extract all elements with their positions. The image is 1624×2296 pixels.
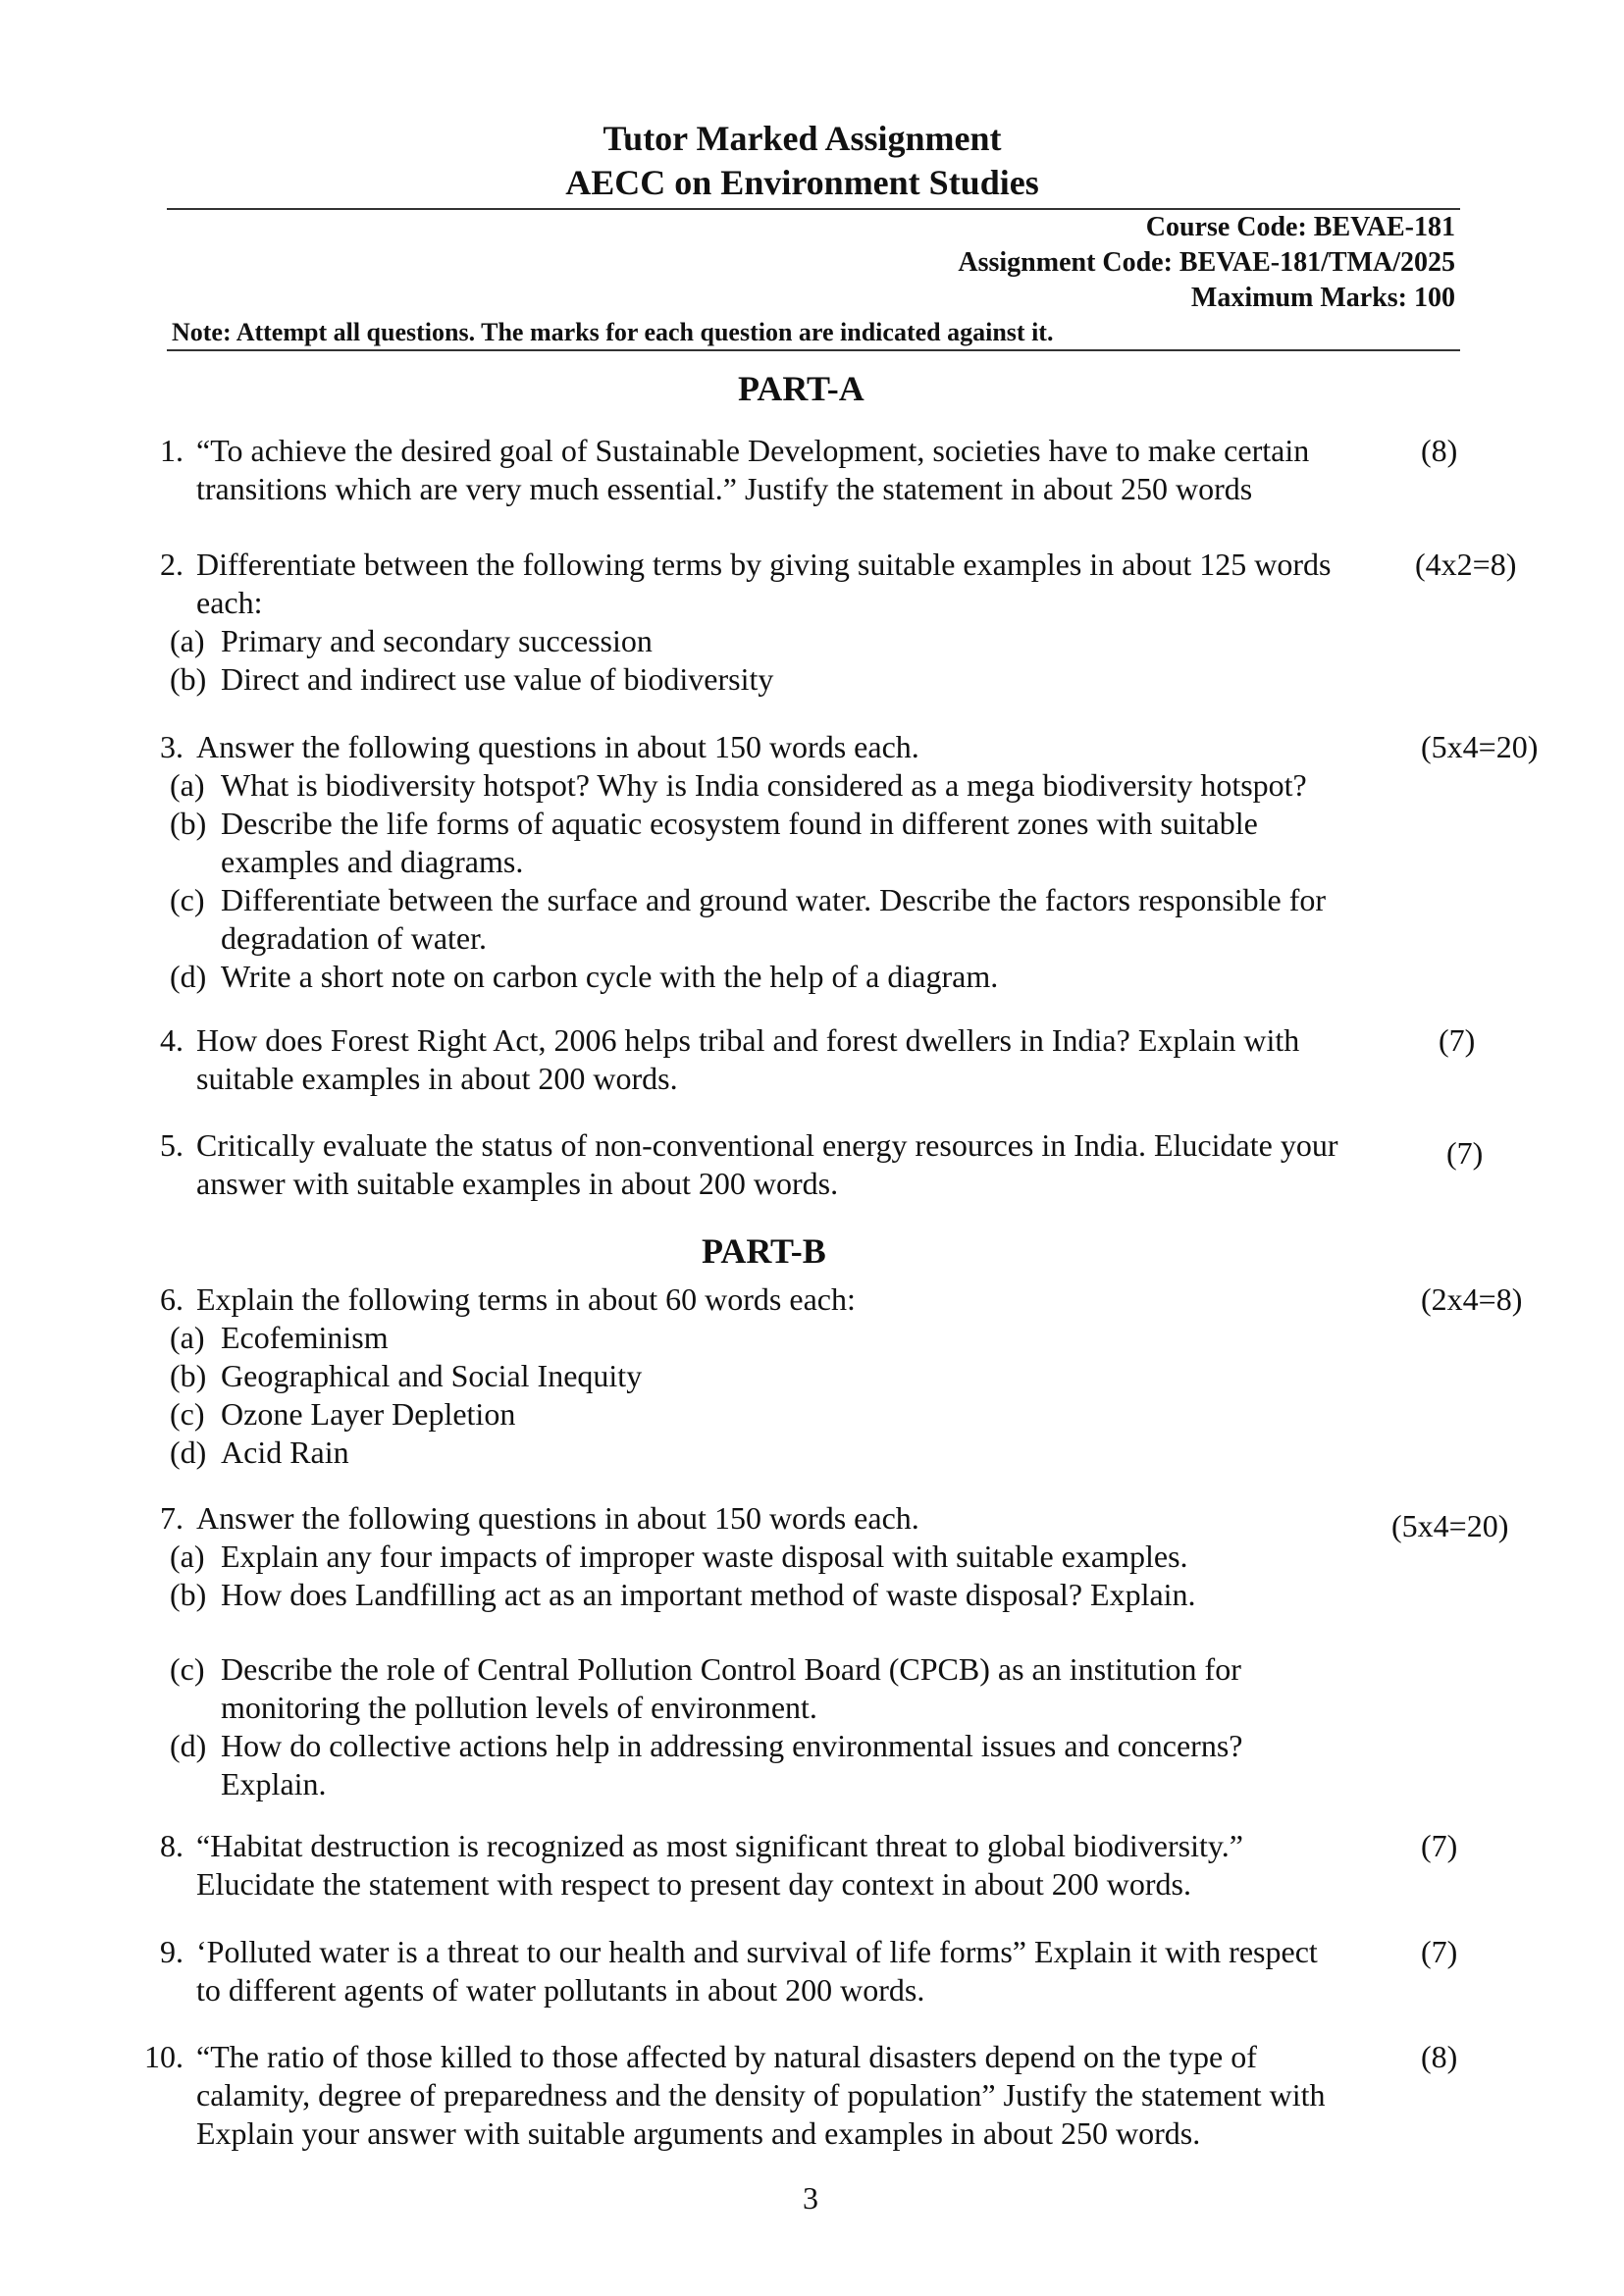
question-marks: (5x4=20) <box>1421 729 1539 764</box>
question-marks: (4x2=8) <box>1415 547 1517 582</box>
question-text-line: Differentiate between the following terms by giving suitable examples in about 125 words <box>196 547 1332 582</box>
question-number: 2. <box>160 547 183 582</box>
question-text-line: answer with suitable examples in about 200 words. <box>196 1166 839 1201</box>
question-marks: (2x4=8) <box>1421 1281 1523 1317</box>
question-number: 10. <box>144 2039 183 2074</box>
sub-question-text-line: Ecofeminism <box>221 1320 389 1355</box>
document-subtitle: AECC on Environment Studies <box>565 163 1039 202</box>
sub-question-text-line: degradation of water. <box>221 920 487 956</box>
question-number: 5. <box>160 1127 183 1163</box>
sub-question-text-line: Ozone Layer Depletion <box>221 1396 516 1432</box>
sub-question-label: (a) <box>170 623 205 658</box>
sub-question-text-line: Geographical and Social Inequity <box>221 1358 643 1393</box>
sub-question-label: (d) <box>170 959 207 994</box>
question-text-line: ‘Polluted water is a threat to our health and survival of life forms” Explain it with respect <box>196 1934 1318 1969</box>
question-number: 4. <box>160 1022 183 1058</box>
question-number: 9. <box>160 1934 183 1969</box>
sub-question-label: (b) <box>170 661 207 697</box>
sub-question-label: (a) <box>170 1320 205 1355</box>
question-text-line: to different agents of water pollutants in about 200 words. <box>196 1972 925 2008</box>
question-number: 6. <box>160 1281 183 1317</box>
question-number: 7. <box>160 1500 183 1536</box>
sub-question-text-line: What is biodiversity hotspot? Why is India considered as a mega biodiversity hotspot? <box>221 767 1307 803</box>
question-text-line: Answer the following questions in about 150 words each. <box>196 1500 919 1536</box>
sub-question-label: (c) <box>170 1651 205 1687</box>
question-marks: (8) <box>1421 2039 1458 2074</box>
part-b-heading: PART-B <box>702 1231 826 1271</box>
question-text-line: each: <box>196 585 263 620</box>
question-text-line: “Habitat destruction is recognized as most significant threat to global biodiversity.” <box>196 1828 1243 1863</box>
question-number: 8. <box>160 1828 183 1863</box>
instruction-note: Note: Attempt all questions. The marks for each question are indicated against it. <box>172 318 1054 346</box>
assignment-code: Assignment Code: BEVAE-181/TMA/2025 <box>958 247 1455 278</box>
sub-question-label: (c) <box>170 882 205 917</box>
sub-question-label: (b) <box>170 806 207 841</box>
sub-question-text-line: Describe the role of Central Pollution Control Board (CPCB) as an institution for <box>221 1651 1241 1687</box>
question-text-line: calamity, degree of preparedness and the density of population” Justify the statement with <box>196 2077 1326 2113</box>
sub-question-label: (a) <box>170 1539 205 1574</box>
sub-question-label: (c) <box>170 1396 205 1432</box>
course-code: Course Code: BEVAE-181 <box>1145 212 1455 242</box>
question-number: 1. <box>160 433 183 468</box>
sub-question-text-line: monitoring the pollution levels of environment. <box>221 1690 817 1725</box>
sub-question-text-line: Explain any four impacts of improper waste disposal with suitable examples. <box>221 1539 1188 1574</box>
sub-question-text-line: Write a short note on carbon cycle with the help of a diagram. <box>221 959 999 994</box>
sub-question-label: (a) <box>170 767 205 803</box>
question-text-line: Elucidate the statement with respect to present day context in about 200 words. <box>196 1866 1191 1902</box>
sub-question-text-line: How do collective actions help in addressing environmental issues and concerns? <box>221 1728 1243 1763</box>
part-a-heading: PART-A <box>738 369 864 408</box>
question-marks: (7) <box>1439 1022 1476 1058</box>
question-marks: (7) <box>1421 1828 1458 1863</box>
question-text-line: “To achieve the desired goal of Sustainable Development, societies have to make certain <box>196 433 1310 468</box>
maximum-marks: Maximum Marks: 100 <box>1190 283 1455 313</box>
header-rule-bottom <box>167 349 1460 351</box>
document-title: Tutor Marked Assignment <box>602 119 1002 158</box>
sub-question-text-line: How does Landfilling act as an important method of waste disposal? Explain. <box>221 1577 1196 1612</box>
sub-question-text-line: examples and diagrams. <box>221 844 524 879</box>
header-rule-top <box>167 208 1460 210</box>
sub-question-text-line: Describe the life forms of aquatic ecosystem found in different zones with suitable <box>221 806 1258 841</box>
sub-question-label: (b) <box>170 1577 207 1612</box>
sub-question-text-line: Acid Rain <box>221 1435 349 1470</box>
sub-question-label: (d) <box>170 1435 207 1470</box>
question-text-line: suitable examples in about 200 words. <box>196 1061 678 1096</box>
sub-question-text-line: Differentiate between the surface and ground water. Describe the factors responsible for <box>221 882 1327 917</box>
question-text-line: Answer the following questions in about 150 words each. <box>196 729 919 764</box>
sub-question-text-line: Explain. <box>221 1766 327 1801</box>
question-text-line: How does Forest Right Act, 2006 helps tribal and forest dwellers in India? Explain with <box>196 1022 1300 1058</box>
question-marks: (8) <box>1421 433 1458 468</box>
sub-question-label: (d) <box>170 1728 207 1763</box>
question-text-line: transitions which are very much essential.” Justify the statement in about 250 words <box>196 471 1253 506</box>
question-marks: (5x4=20) <box>1391 1508 1509 1543</box>
question-text-line: Explain the following terms in about 60 words each: <box>196 1281 856 1317</box>
page-number: 3 <box>803 2180 818 2216</box>
sub-question-text-line: Primary and secondary succession <box>221 623 653 658</box>
question-text-line: “The ratio of those killed to those affected by natural disasters depend on the type of <box>196 2039 1257 2074</box>
question-marks: (7) <box>1446 1135 1484 1171</box>
sub-question-text-line: Direct and indirect use value of biodiversity <box>221 661 774 697</box>
sub-question-label: (b) <box>170 1358 207 1393</box>
question-text-line: Critically evaluate the status of non-conventional energy resources in India. Elucidate your <box>196 1127 1338 1163</box>
question-marks: (7) <box>1421 1934 1458 1969</box>
question-text-line: Explain your answer with suitable arguments and examples in about 250 words. <box>196 2115 1201 2151</box>
question-number: 3. <box>160 729 183 764</box>
